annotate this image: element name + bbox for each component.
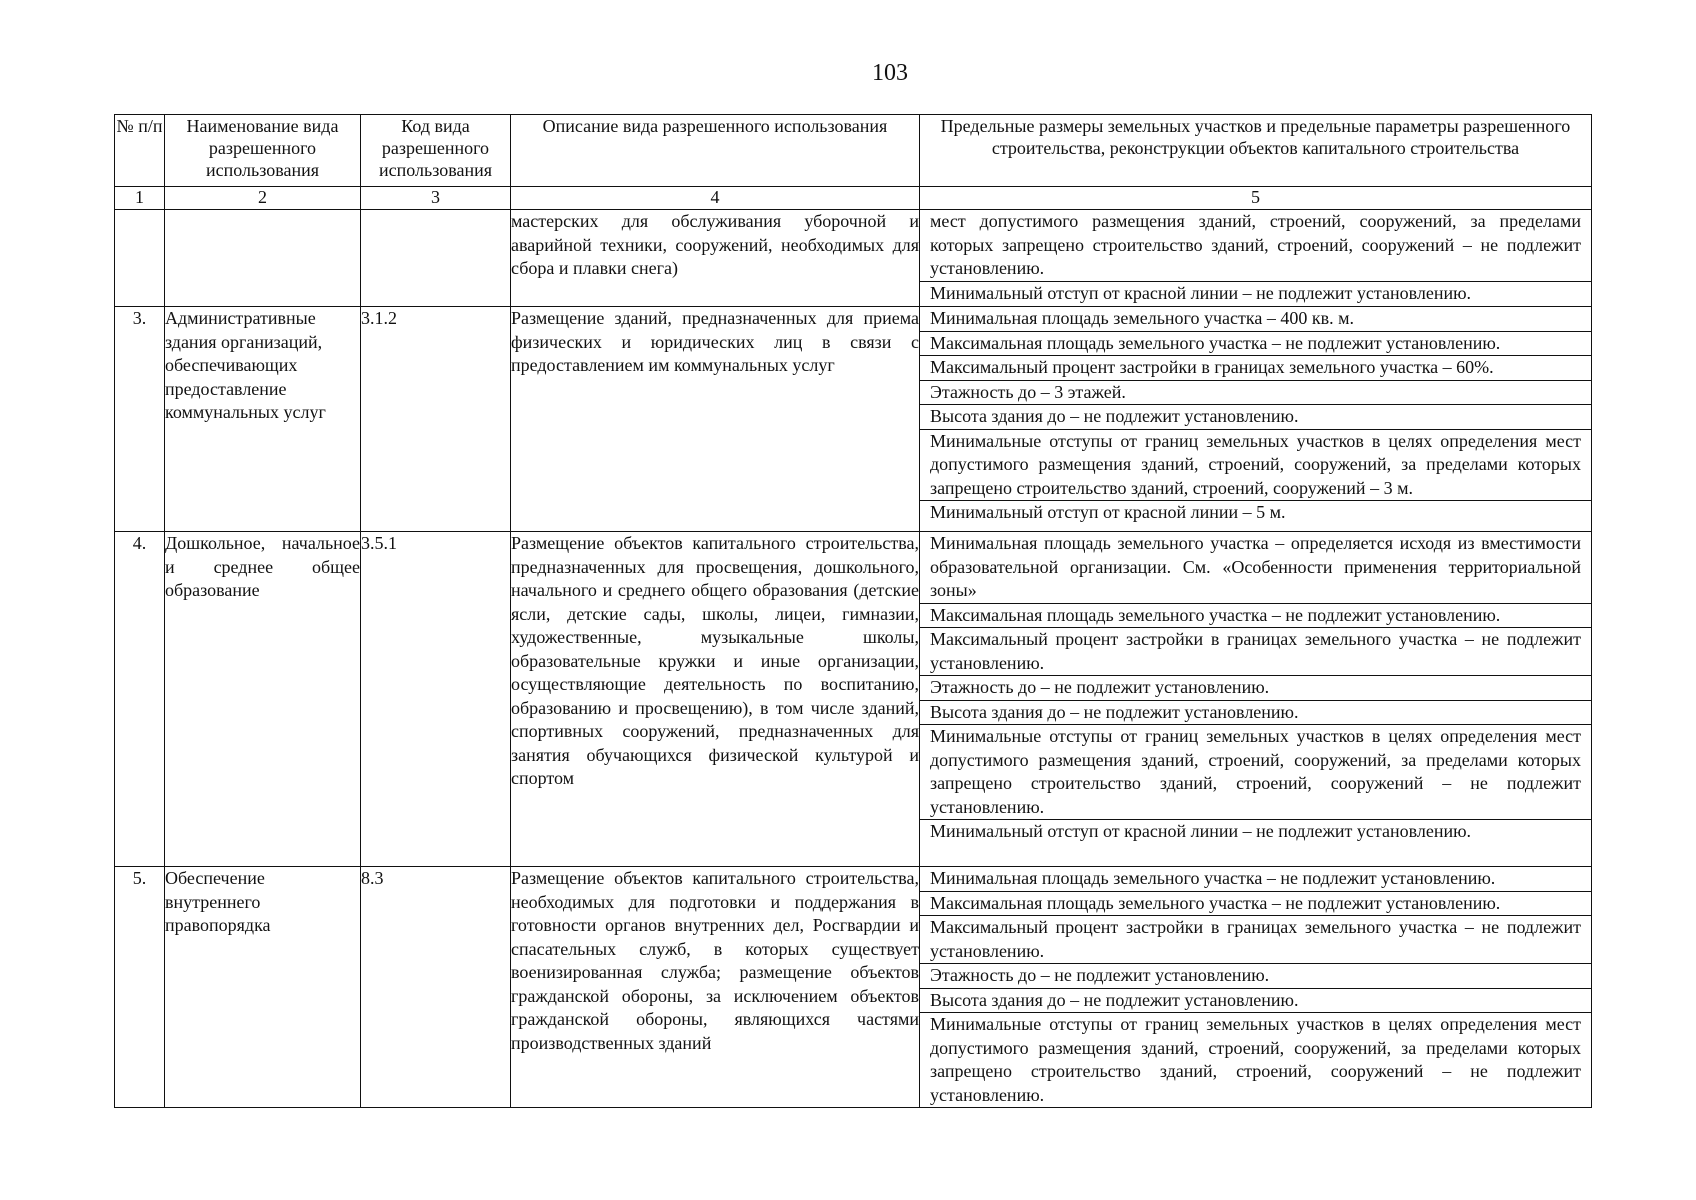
- parameter-item: Максимальная площадь земельного участка – не подлежит установлению.: [920, 604, 1591, 629]
- parameter-item: Минимальные отступы от границ земельных участков в целях определения мест допустимого размещения зданий, строений, сооружений, за пределами которых запрещено строительство зданий, строений, сооружений – не подлежит установлению.: [920, 725, 1591, 820]
- parameter-item: Минимальный отступ от красной линии – 5 м.: [930, 502, 1286, 522]
- parameter-item: Минимальная площадь земельного участка – определяется исходя из вместимости образовательной организации. См. «Особенности применения территориальной зоны»: [920, 532, 1591, 604]
- column-number: 3: [361, 187, 511, 210]
- parameters-cell: [920, 532, 1592, 867]
- parameter-item: Высота здания до – не подлежит установлению.: [920, 989, 1591, 1014]
- header-use-code: Код вида разрешенного использования: [361, 115, 511, 187]
- parameter-item: Максимальный процент застройки в границах земельного участка – не подлежит установлению.: [920, 916, 1591, 964]
- parameter-item: Этажность до – не подлежит установлению.: [920, 964, 1591, 989]
- parameter-item: Этажность до – 3 этажей.: [920, 381, 1591, 406]
- column-number: 5: [920, 187, 1592, 210]
- header-description: Описание вида разрешенного использования: [511, 115, 920, 187]
- description-text: Размещение зданий, предназначенных для приема физических и юридических лиц в связи с предоставлением им коммунальных услуг: [511, 308, 919, 375]
- permitted-use-table: [114, 114, 1592, 1108]
- description-text: Размещение объектов капитального строительства, предназначенных для просвещения, дошкольного, начального и среднего общего образования (детские ясли, детские сады, школы, лицеи, гимназии, художественные, музыкальные школы, образовательные кружки и иные организации, осуществляющие деятельность по воспитанию, образованию и просвещению), в том числе зданий, спортивных сооружений, предназначенных для занятия обучающихся физической культурой и спортом: [511, 533, 919, 788]
- use-description: [511, 867, 920, 1108]
- parameter-item: Этажность до – не подлежит установлению.: [920, 676, 1591, 701]
- parameters-cell: [920, 307, 1592, 532]
- use-description: [511, 307, 920, 532]
- table-header-row: [115, 115, 1592, 187]
- table-row: [115, 210, 1592, 307]
- header-use-name: Наименование вида разрешенного использования: [165, 115, 361, 187]
- parameter-item: Высота здания до – не подлежит установлению.: [920, 701, 1591, 726]
- column-number: 1: [115, 187, 165, 210]
- parameter-item: Минимальная площадь земельного участка – не подлежит установлению.: [920, 867, 1591, 892]
- row-number: 3.: [115, 307, 165, 532]
- table-row: [115, 307, 1592, 532]
- parameter-item: Минимальные отступы от границ земельных участков в целях определения мест допустимого размещения зданий, строений, сооружений, за пределами которых запрещено строительство зданий, строений, сооружений – 3 м.: [920, 430, 1591, 502]
- parameter-item: Максимальный процент застройки в границах земельного участка – 60%.: [920, 356, 1591, 381]
- parameter-item: Максимальная площадь земельного участка – не подлежит установлению.: [920, 892, 1591, 917]
- header-parameters: Предельные размеры земельных участков и предельные параметры разрешенного строительства, реконструкции объектов капитального строительства: [920, 115, 1592, 187]
- use-name: [165, 532, 361, 867]
- parameter-item: Минимальный отступ от красной линии – не подлежит установлению.: [930, 821, 1472, 841]
- column-number: 4: [511, 187, 920, 210]
- description-text: мастерских для обслуживания уборочной и аварийной техники, сооружений, необходимых для сбора и плавки снега): [511, 211, 919, 278]
- row-number: [115, 210, 165, 307]
- use-name: [165, 210, 361, 307]
- column-number: 2: [165, 187, 361, 210]
- table-row: [115, 867, 1592, 1108]
- use-description: [511, 532, 920, 867]
- use-name-text: Обеспечение внутреннего правопорядка: [165, 868, 271, 935]
- use-name-text: Административные здания организаций, обеспечивающих предоставление коммунальных услуг: [165, 308, 326, 422]
- parameter-item: Минимальная площадь земельного участка – 400 кв. м.: [920, 307, 1591, 332]
- parameters-cell: [920, 210, 1592, 307]
- use-name: [165, 867, 361, 1108]
- use-code: 3.5.1: [361, 532, 511, 867]
- use-code: 8.3: [361, 867, 511, 1108]
- column-number-row: [115, 187, 1592, 210]
- row-number: 4.: [115, 532, 165, 867]
- parameter-item: мест допустимого размещения зданий, строений, сооружений, за пределами которых запрещено строительство зданий, строений, сооружений – не подлежит установлению.: [920, 210, 1591, 282]
- table-row: [115, 532, 1592, 867]
- parameter-item: Максимальный процент застройки в границах земельного участка – не подлежит установлению.: [920, 628, 1591, 676]
- description-text: Размещение объектов капитального строительства, необходимых для подготовки и поддержания в готовности органов внутренних дел, Росгвардии и спасательных служб, в которых существует военизированная служба; размещение объектов гражданской обороны, за исключением объектов гражданской обороны, являющихся частями производственных зданий: [511, 868, 919, 1053]
- use-code: [361, 210, 511, 307]
- use-description: [511, 210, 920, 307]
- parameter-item: Максимальная площадь земельного участка – не подлежит установлению.: [920, 332, 1591, 357]
- parameter-item: Минимальный отступ от красной линии – не подлежит установлению.: [930, 282, 1472, 303]
- use-name: [165, 307, 361, 532]
- parameters-cell: [920, 867, 1592, 1108]
- parameter-item: Минимальные отступы от границ земельных участков в целях определения мест допустимого размещения зданий, строений, сооружений, за пределами которых запрещено строительство зданий, строений, сооружений – не подлежит установлению.: [930, 1014, 1581, 1105]
- use-code: 3.1.2: [361, 307, 511, 532]
- page-number: 103: [872, 60, 908, 86]
- row-number: 5.: [115, 867, 165, 1108]
- header-number: № п/п: [115, 115, 165, 187]
- parameter-item: Высота здания до – не подлежит установлению.: [920, 405, 1591, 430]
- use-name-text: Дошкольное, начальное и среднее общее образование: [165, 533, 360, 600]
